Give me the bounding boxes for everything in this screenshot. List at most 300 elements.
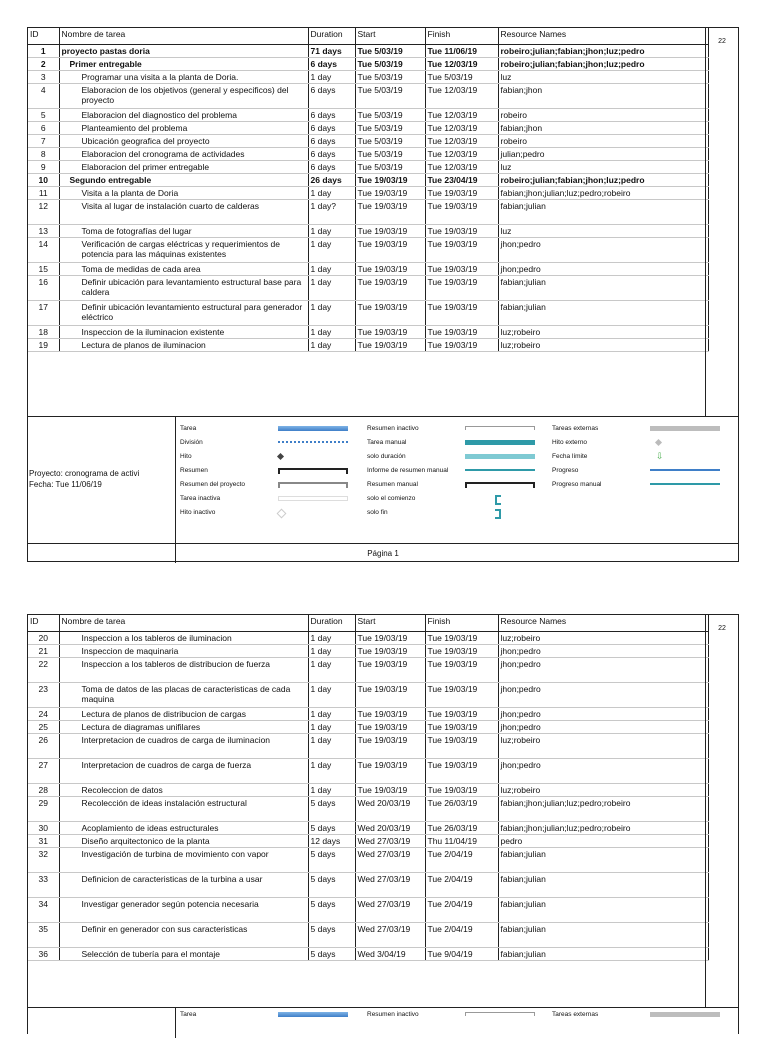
table-row — [28, 200, 708, 225]
task-name: Lectura de planos de distribucion de cargas — [59, 708, 308, 721]
task-start: Tue 19/03/19 — [355, 658, 425, 683]
table-row — [28, 835, 708, 848]
table-row — [28, 822, 708, 835]
task-name: Programar una visita a la planta de Doria. — [59, 71, 308, 84]
task-finish: Tue 12/03/19 — [425, 84, 498, 109]
task-resources: fabian;jhon;julian;luz;pedro;robeiro — [498, 187, 708, 200]
table-row — [28, 898, 708, 923]
table-row — [28, 326, 708, 339]
task-duration: 5 days — [308, 898, 355, 923]
task-start: Tue 19/03/19 — [355, 301, 425, 326]
task-duration: 1 day — [308, 276, 355, 301]
task-id: 20 — [28, 632, 59, 645]
task-finish: Tue 12/03/19 — [425, 109, 498, 122]
task-name: Lectura de planos de iluminacion — [59, 339, 308, 352]
task-start: Wed 20/03/19 — [355, 797, 425, 822]
task-id: 13 — [28, 225, 59, 238]
task-duration: 1 day? — [308, 200, 355, 225]
task-name: Diseño arquitectonico de la planta — [59, 835, 308, 848]
task-finish: Tue 19/03/19 — [425, 339, 498, 352]
task-start: Wed 27/03/19 — [355, 898, 425, 923]
task-duration: 1 day — [308, 708, 355, 721]
task-duration: 1 day — [308, 238, 355, 263]
task-duration: 1 day — [308, 645, 355, 658]
task-start: Tue 19/03/19 — [355, 759, 425, 784]
table-row — [28, 708, 708, 721]
legend-item-resumen: Resumen — [180, 465, 348, 476]
task-finish: Tue 19/03/19 — [425, 326, 498, 339]
task-duration: 1 day — [308, 339, 355, 352]
task-finish: Tue 12/03/19 — [425, 122, 498, 135]
header-duration: Duration — [308, 28, 355, 45]
task-duration: 1 day — [308, 71, 355, 84]
task-duration: 1 day — [308, 225, 355, 238]
task-resources: fabian;jhon — [498, 122, 708, 135]
task-name: Investigar generador según potencia necesaria — [59, 898, 308, 923]
task-start: Tue 19/03/19 — [355, 784, 425, 797]
task-id: 8 — [28, 148, 59, 161]
task-finish: Tue 19/03/19 — [425, 784, 498, 797]
gantt-page-1 — [27, 27, 739, 562]
table-row — [28, 276, 708, 301]
task-start: Tue 19/03/19 — [355, 225, 425, 238]
task-id: 9 — [28, 161, 59, 174]
task-resources: fabian;julian — [498, 923, 708, 948]
table-row — [28, 645, 708, 658]
task-finish: Tue 19/03/19 — [425, 632, 498, 645]
task-resources: luz;robeiro — [498, 784, 708, 797]
task-resources: jhon;pedro — [498, 721, 708, 734]
task-duration: 5 days — [308, 923, 355, 948]
legend-item-tarea: Tarea — [180, 423, 348, 434]
timescale-column — [705, 615, 738, 1007]
task-finish: Tue 12/03/19 — [425, 148, 498, 161]
task-id: 30 — [28, 822, 59, 835]
task-start: Tue 19/03/19 — [355, 187, 425, 200]
task-start: Tue 5/03/19 — [355, 71, 425, 84]
task-id: 28 — [28, 784, 59, 797]
task-duration: 12 days — [308, 835, 355, 848]
task-id: 26 — [28, 734, 59, 759]
task-id: 1 — [28, 45, 59, 58]
task-resources: luz;robeiro — [498, 339, 708, 352]
gantt-page-2 — [27, 614, 739, 1034]
task-id: 7 — [28, 135, 59, 148]
task-name: Toma de medidas de cada area — [59, 263, 308, 276]
task-start: Wed 20/03/19 — [355, 822, 425, 835]
milestone-icon — [277, 453, 284, 460]
table-row — [28, 721, 708, 734]
task-finish: Tue 19/03/19 — [425, 734, 498, 759]
task-id: 34 — [28, 898, 59, 923]
task-start: Tue 19/03/19 — [355, 326, 425, 339]
task-start: Tue 5/03/19 — [355, 148, 425, 161]
task-duration: 6 days — [308, 122, 355, 135]
task-table-1 — [28, 28, 709, 352]
task-resources: fabian;jhon;julian;luz;pedro;robeiro — [498, 822, 708, 835]
task-id: 10 — [28, 174, 59, 187]
task-resources: fabian;julian — [498, 200, 708, 225]
legend-item-tareas-externas: Tareas externas — [552, 1009, 720, 1020]
table-row — [28, 45, 708, 58]
task-name: Acoplamiento de ideas estructurales — [59, 822, 308, 835]
legend-item-hito: Hito — [180, 451, 348, 462]
task-resources: jhon;pedro — [498, 658, 708, 683]
table-row — [28, 632, 708, 645]
task-start: Tue 5/03/19 — [355, 84, 425, 109]
legend-item-tarea-inactiva: Tarea inactiva — [180, 493, 348, 504]
task-resources: luz — [498, 225, 708, 238]
task-finish: Tue 19/03/19 — [425, 263, 498, 276]
task-name: Ubicación geografica del proyecto — [59, 135, 308, 148]
task-name: Definicion de caracteristicas de la turbina a usar — [59, 873, 308, 898]
task-resources: luz — [498, 161, 708, 174]
table-row — [28, 658, 708, 683]
task-name: Selección de tubería para el montaje — [59, 948, 308, 961]
project-date: Fecha: Tue 11/06/19 — [29, 480, 102, 489]
legend-item-hito-inactivo: Hito inactivo — [180, 507, 348, 518]
legend-item-resumen-manual: Resumen manual — [367, 479, 535, 490]
task-id: 16 — [28, 276, 59, 301]
table-row — [28, 238, 708, 263]
task-resources: luz;robeiro — [498, 326, 708, 339]
task-duration: 26 days — [308, 174, 355, 187]
task-id: 32 — [28, 848, 59, 873]
task-start: Tue 5/03/19 — [355, 161, 425, 174]
task-finish: Tue 19/03/19 — [425, 645, 498, 658]
task-name: Inspeccion a los tableros de iluminacion — [59, 632, 308, 645]
task-finish: Tue 19/03/19 — [425, 658, 498, 683]
task-start: Tue 5/03/19 — [355, 135, 425, 148]
external-milestone-icon — [655, 439, 662, 446]
task-resources: jhon;pedro — [498, 238, 708, 263]
task-duration: 6 days — [308, 109, 355, 122]
task-resources: luz;robeiro — [498, 734, 708, 759]
table-row — [28, 174, 708, 187]
task-table-2 — [28, 615, 709, 961]
task-id: 14 — [28, 238, 59, 263]
table-row — [28, 339, 708, 352]
task-resources: fabian;julian — [498, 948, 708, 961]
header-finish: Finish — [425, 28, 498, 45]
task-id: 24 — [28, 708, 59, 721]
task-duration: 6 days — [308, 135, 355, 148]
task-duration: 5 days — [308, 822, 355, 835]
header-start: Start — [355, 28, 425, 45]
table-row — [28, 301, 708, 326]
task-name: Interpretacion de cuadros de carga de fuerza — [59, 759, 308, 784]
task-start: Tue 19/03/19 — [355, 632, 425, 645]
task-duration: 71 days — [308, 45, 355, 58]
task-id: 36 — [28, 948, 59, 961]
task-resources: fabian;julian — [498, 276, 708, 301]
task-name: Elaboracion del cronograma de actividades — [59, 148, 308, 161]
task-id: 22 — [28, 658, 59, 683]
task-start: Tue 5/03/19 — [355, 58, 425, 71]
task-name: Recolección de ideas instalación estructural — [59, 797, 308, 822]
task-id: 29 — [28, 797, 59, 822]
legend-item-resumen-proyecto: Resumen del proyecto — [180, 479, 348, 490]
task-duration: 1 day — [308, 632, 355, 645]
task-resources: fabian;julian — [498, 848, 708, 873]
task-id: 12 — [28, 200, 59, 225]
table-row — [28, 263, 708, 276]
task-duration: 6 days — [308, 148, 355, 161]
task-name: Definir ubicación para levantamiento estructural base para caldera — [59, 276, 308, 301]
task-name: Elaboracion del primer entregable — [59, 161, 308, 174]
task-resources: robeiro;julian;fabian;jhon;luz;pedro — [498, 174, 708, 187]
task-start: Tue 19/03/19 — [355, 174, 425, 187]
task-id: 25 — [28, 721, 59, 734]
task-resources: fabian;julian — [498, 898, 708, 923]
header-start: Start — [355, 615, 425, 632]
task-duration: 6 days — [308, 84, 355, 109]
table-row — [28, 759, 708, 784]
table-row — [28, 784, 708, 797]
task-finish: Tue 5/03/19 — [425, 71, 498, 84]
task-resources: robeiro;julian;fabian;jhon;luz;pedro — [498, 58, 708, 71]
legend-item-progreso: Progreso — [552, 465, 720, 476]
legend-item-tareas-externas: Tareas externas — [552, 423, 720, 434]
task-resources: luz;robeiro — [498, 632, 708, 645]
legend-item-fecha-limite: Fecha límite ⇩ — [552, 451, 664, 461]
task-id: 4 — [28, 84, 59, 109]
task-duration: 1 day — [308, 721, 355, 734]
task-id: 11 — [28, 187, 59, 200]
task-name: Visita al lugar de instalación cuarto de calderas — [59, 200, 308, 225]
task-finish: Tue 12/03/19 — [425, 58, 498, 71]
task-duration: 6 days — [308, 161, 355, 174]
timescale-column — [705, 28, 738, 416]
task-finish: Tue 19/03/19 — [425, 683, 498, 708]
task-id: 5 — [28, 109, 59, 122]
task-id: 31 — [28, 835, 59, 848]
task-name: Segundo entregable — [59, 174, 308, 187]
task-name: Elaboracion de los objetivos (general y especificos) del proyecto — [59, 84, 308, 109]
header-id: ID — [28, 615, 59, 632]
task-finish: Thu 11/04/19 — [425, 835, 498, 848]
task-name: Inspeccion de la iluminacion existente — [59, 326, 308, 339]
table-row — [28, 848, 708, 873]
task-start: Tue 5/03/19 — [355, 109, 425, 122]
task-resources: jhon;pedro — [498, 708, 708, 721]
task-resources: luz — [498, 71, 708, 84]
task-id: 3 — [28, 71, 59, 84]
task-name: proyecto pastas doria — [59, 45, 308, 58]
task-finish: Tue 19/03/19 — [425, 238, 498, 263]
task-finish: Tue 23/04/19 — [425, 174, 498, 187]
task-start: Tue 19/03/19 — [355, 263, 425, 276]
legend-item-resumen-inactivo: Resumen inactivo — [367, 423, 535, 434]
task-finish: Tue 19/03/19 — [425, 759, 498, 784]
task-name: Verificación de cargas eléctricas y requerimientos de potencia para las máquinas existentes — [59, 238, 308, 263]
task-resources: fabian;jhon — [498, 84, 708, 109]
task-finish: Tue 2/04/19 — [425, 873, 498, 898]
project-name: Proyecto: cronograma de activi — [29, 469, 140, 478]
task-resources: jhon;pedro — [498, 645, 708, 658]
task-name: Investigación de turbina de movimiento con vapor — [59, 848, 308, 873]
task-name: Lectura de diagramas unifilares — [59, 721, 308, 734]
task-finish: Tue 9/04/19 — [425, 948, 498, 961]
task-start: Wed 27/03/19 — [355, 848, 425, 873]
table-header — [28, 615, 708, 632]
task-name: Recoleccion de datos — [59, 784, 308, 797]
task-duration: 5 days — [308, 797, 355, 822]
legend-item-solo-comienzo: solo el comienzo — [367, 493, 535, 504]
table-row — [28, 161, 708, 174]
table-header — [28, 28, 708, 45]
legend-item-hito-externo: Hito externo — [552, 437, 720, 448]
task-resources: robeiro — [498, 135, 708, 148]
legend-box — [28, 416, 738, 563]
task-finish: Tue 19/03/19 — [425, 276, 498, 301]
task-id: 2 — [28, 58, 59, 71]
task-start: Tue 19/03/19 — [355, 645, 425, 658]
table-row — [28, 84, 708, 109]
header-finish: Finish — [425, 615, 498, 632]
task-name: Inspeccion de maquinaria — [59, 645, 308, 658]
task-start: Wed 27/03/19 — [355, 923, 425, 948]
header-task-name: Nombre de tarea — [59, 615, 308, 632]
task-start: Tue 19/03/19 — [355, 683, 425, 708]
task-finish: Tue 19/03/19 — [425, 187, 498, 200]
task-id: 18 — [28, 326, 59, 339]
timescale-label: 22 — [718, 625, 726, 632]
table-row — [28, 923, 708, 948]
header-id: ID — [28, 28, 59, 45]
task-duration: 1 day — [308, 759, 355, 784]
task-finish: Tue 19/03/19 — [425, 200, 498, 225]
task-name: Primer entregable — [59, 58, 308, 71]
task-duration: 1 day — [308, 187, 355, 200]
task-id: 27 — [28, 759, 59, 784]
table-row — [28, 58, 708, 71]
legend-item-progreso-manual: Progreso manual — [552, 479, 720, 490]
task-finish: Tue 2/04/19 — [425, 923, 498, 948]
task-duration: 1 day — [308, 326, 355, 339]
task-start: Wed 27/03/19 — [355, 873, 425, 898]
task-duration: 5 days — [308, 948, 355, 961]
table-row — [28, 135, 708, 148]
task-duration: 1 day — [308, 784, 355, 797]
task-finish: Tue 19/03/19 — [425, 225, 498, 238]
table-row — [28, 71, 708, 84]
task-id: 15 — [28, 263, 59, 276]
task-id: 19 — [28, 339, 59, 352]
header-task-name: Nombre de tarea — [59, 28, 308, 45]
task-resources: pedro — [498, 835, 708, 848]
task-resources: fabian;jhon;julian;luz;pedro;robeiro — [498, 797, 708, 822]
page-footer: Página 1 — [28, 543, 738, 563]
task-resources: fabian;julian — [498, 873, 708, 898]
task-finish: Tue 2/04/19 — [425, 848, 498, 873]
task-name: Planteamiento del problema — [59, 122, 308, 135]
task-start: Tue 19/03/19 — [355, 276, 425, 301]
task-id: 21 — [28, 645, 59, 658]
task-finish: Tue 26/03/19 — [425, 797, 498, 822]
task-start: Wed 3/04/19 — [355, 948, 425, 961]
task-duration: 1 day — [308, 683, 355, 708]
table-row — [28, 873, 708, 898]
task-start: Wed 27/03/19 — [355, 835, 425, 848]
task-finish: Tue 12/03/19 — [425, 161, 498, 174]
table-row — [28, 187, 708, 200]
task-finish: Tue 19/03/19 — [425, 721, 498, 734]
table-row — [28, 148, 708, 161]
table-row — [28, 948, 708, 961]
header-duration: Duration — [308, 615, 355, 632]
task-id: 33 — [28, 873, 59, 898]
legend-item-resumen-inactivo: Resumen inactivo — [367, 1009, 535, 1020]
task-start: Tue 19/03/19 — [355, 734, 425, 759]
task-finish: Tue 2/04/19 — [425, 898, 498, 923]
deadline-arrow-icon: ⇩ — [656, 451, 664, 461]
table-row — [28, 797, 708, 822]
task-resources: robeiro — [498, 109, 708, 122]
timescale-label: 22 — [718, 38, 726, 45]
task-name: Definir ubicación levantamiento estructural para generador eléctrico — [59, 301, 308, 326]
task-duration: 1 day — [308, 263, 355, 276]
header-resource-names: Resource Names — [498, 28, 708, 45]
legend-box — [28, 1007, 738, 1038]
table-row — [28, 122, 708, 135]
table-row — [28, 109, 708, 122]
task-duration: 1 day — [308, 734, 355, 759]
task-start: Tue 19/03/19 — [355, 200, 425, 225]
task-finish: Tue 19/03/19 — [425, 301, 498, 326]
legend-item-division: División — [180, 437, 348, 448]
legend-item-tarea-manual: Tarea manual — [367, 437, 535, 448]
task-finish: Tue 19/03/19 — [425, 708, 498, 721]
task-name: Toma de datos de las placas de caracteristicas de cada maquina — [59, 683, 308, 708]
task-name: Toma de fotografías del lugar — [59, 225, 308, 238]
task-finish: Tue 12/03/19 — [425, 135, 498, 148]
table-row — [28, 683, 708, 708]
legend-item-solo-fin: solo fin — [367, 507, 535, 518]
legend-item-solo-duracion: solo duración — [367, 451, 535, 462]
task-duration: 5 days — [308, 848, 355, 873]
task-finish: Tue 11/06/19 — [425, 45, 498, 58]
task-start: Tue 5/03/19 — [355, 45, 425, 58]
task-start: Tue 5/03/19 — [355, 122, 425, 135]
task-duration: 6 days — [308, 58, 355, 71]
task-finish: Tue 26/03/19 — [425, 822, 498, 835]
task-resources: jhon;pedro — [498, 263, 708, 276]
task-resources: robeiro;julian;fabian;jhon;luz;pedro — [498, 45, 708, 58]
task-resources: jhon;pedro — [498, 759, 708, 784]
table-row — [28, 734, 708, 759]
task-id: 23 — [28, 683, 59, 708]
legend-item-informe-resumen-manual: Informe de resumen manual — [367, 465, 535, 476]
task-resources: fabian;julian — [498, 301, 708, 326]
header-resource-names: Resource Names — [498, 615, 708, 632]
legend-item-tarea: Tarea — [180, 1009, 348, 1020]
task-resources: julian;pedro — [498, 148, 708, 161]
task-start: Tue 19/03/19 — [355, 708, 425, 721]
task-duration: 1 day — [308, 658, 355, 683]
task-name: Definir en generador con sus caracteristicas — [59, 923, 308, 948]
task-resources: jhon;pedro — [498, 683, 708, 708]
task-name: Interpretacion de cuadros de carga de iluminacion — [59, 734, 308, 759]
task-name: Elaboracion del diagnostico del problema — [59, 109, 308, 122]
table-row — [28, 225, 708, 238]
task-start: Tue 19/03/19 — [355, 339, 425, 352]
task-name: Inspeccion a los tableros de distribucion de fuerza — [59, 658, 308, 683]
task-name: Visita a la planta de Doria — [59, 187, 308, 200]
task-id: 6 — [28, 122, 59, 135]
inactive-milestone-icon — [277, 509, 287, 519]
task-duration: 5 days — [308, 873, 355, 898]
